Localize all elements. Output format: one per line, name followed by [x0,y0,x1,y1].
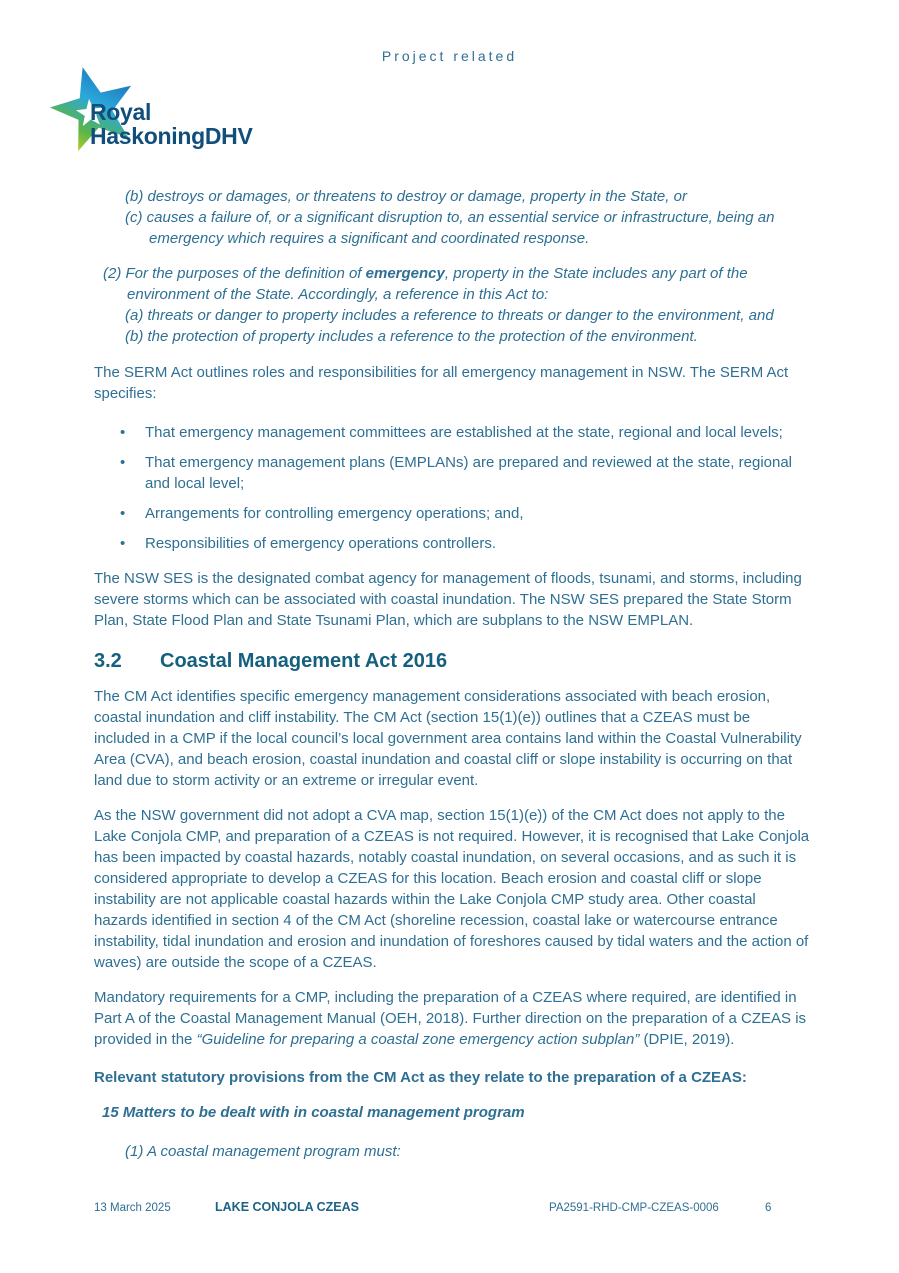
header-label: Project related [381,48,518,64]
cm-act-paragraph-3-post: (DPIE, 2019). [639,1031,735,1048]
extract-clause-2b: (b) the protection of property includes a reference to the protection of the environment. [125,328,698,345]
cm-act-paragraph-3 [94,987,810,1050]
nsw-ses-paragraph: The NSW SES is the designated combat agency for management of floods, tsunami, and storms, including severe storms which can be associated with coastal inundation. The NSW SES prepared the State Storm Plan, State Flood Plan and State Tsunami Plan, which are subplans to the NSW EMPLAN. [94,570,802,629]
extract-item-b: (b) destroys or damages, or threatens to destroy or damage, property in the State, or [125,188,687,205]
matters-subheading: 15 Matters to be dealt with in coastal management program [102,1104,525,1121]
cm-act-paragraph-2: As the NSW government did not adopt a CVA map, section 15(1)(e)) of the CM Act does not apply to the Lake Conjola CMP, and preparation of a CZEAS is not required. However, it is recognised that Lake Conjola has been impacted by coastal hazards, notably coastal inundation, on several occasions, and as such it is considered appropriate to develop a CZEAS for this location. Beach erosion and coastal cliff or slope instability are not applicable coastal hazards within the Lake Conjola CMP study area. Other coastal hazards identified in section 4 of the CM Act (shoreline recession, coastal lake or watercourse entrance instability, tidal inundation and erosion and inundation of foreshores caused by tidal waters and the action of waves) are outside the scope of a CZEAS. [94,807,810,971]
extract-clause-2-emphasis: emergency [365,265,445,282]
extract-clause-2-post: , property in the State includes any part of the environment of the State. Accordingly, a reference in this Act to: [127,265,748,303]
list-item: • Responsibilities of emergency operations controllers. [94,533,810,554]
cm-act-paragraph-3-pre: Mandatory requirements for a CMP, including the preparation of a CZEAS where required, are identified in Part A of the Coastal Management Manual (OEH, 2018). Further direction on the preparation of a CZEAS is provided in the [94,989,807,1048]
footer-page-number: 6 [765,1202,772,1214]
list-item: • That emergency management committees are established at the state, regional and local levels; [94,422,810,443]
company-logo [44,62,304,157]
cm-act-paragraph-1: The CM Act identifies specific emergency management considerations associated with beach erosion, coastal inundation and cliff instability. The CM Act (section 15(1)(e)) outlines that a CZEAS must be included in a CMP if the local council’s local government area contains land within the Coastal Vulnerability Area (CVA), and beach erosion, coastal inundation and coastal cliff or slope instability is occurring on that land due to storm activity or an extreme or irregular event. [94,688,802,789]
footer-document-title: LAKE CONJOLA CZEAS [215,1200,359,1214]
list-item: • That emergency management plans (EMPLANs) are prepared and reviewed at the state, regional and local level; [94,452,810,494]
extract-item-c: (c) causes a failure of, or a significant disruption to, an essential service or infrastructure, being an emergency which requires a significant and coordinated response. [125,209,775,247]
section-number: 3.2 [94,650,122,672]
extract-clause-2-pre: (2) For the purposes of the definition of [103,265,366,282]
guideline-reference: “Guideline for preparing a coastal zone emergency action subplan” [196,1031,640,1048]
section-title: Coastal Management Act 2016 [160,650,448,672]
logo-wordmark [90,100,253,148]
matters-clause-1: (1) A coastal management program must: [125,1143,401,1160]
logo-wordmark-line1: Royal [90,99,152,125]
logo-wordmark-line2: HaskoningDHV [90,123,253,149]
relevant-provisions-heading: Relevant statutory provisions from the CM Act as they relate to the preparation of a CZEAS: [94,1069,747,1086]
list-item: • Arrangements for controlling emergency operations; and, [94,503,810,524]
serm-bullet-list [94,422,810,554]
footer-date: 13 March 2025 [94,1202,171,1214]
serm-intro-paragraph: The SERM Act outlines roles and responsibilities for all emergency management in NSW. The SERM Act specifies: [94,364,789,402]
document-body [94,186,810,1162]
section-heading [94,648,810,674]
footer-document-reference: PA2591-RHD-CMP-CZEAS-0006 [549,1202,719,1214]
extract-clause-2 [103,263,810,305]
extract-clause-2a: (a) threats or danger to property includes a reference to threats or danger to the environment, and [125,307,774,324]
page-footer [0,1200,899,1220]
